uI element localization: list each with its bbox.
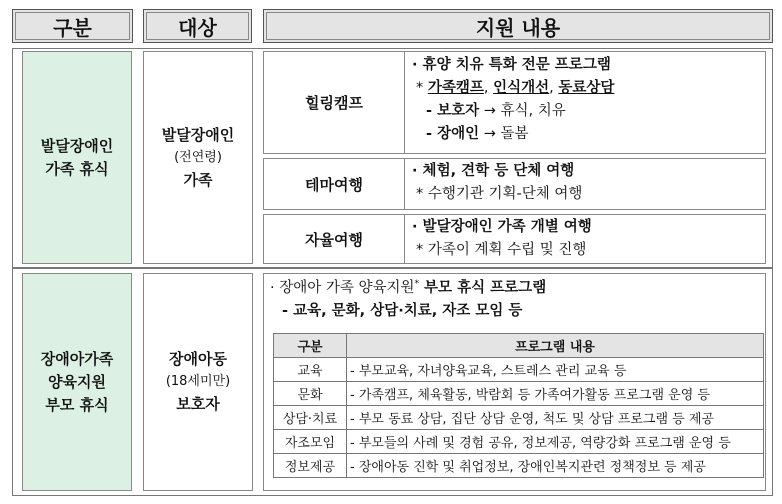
program-self-travel bbox=[263, 214, 766, 264]
row-desc: - 가족캠프, 체육활동, 박람회 등 가족여가활동 프로그램 운영 등 bbox=[347, 382, 764, 406]
healing-disabled-rest: → 돌봄 bbox=[479, 126, 529, 142]
section1-category-line2: 가족 휴식 bbox=[45, 159, 109, 178]
healing-family-camp: 가족캠프 bbox=[427, 80, 484, 96]
table-header-content: 프로그램 내용 bbox=[347, 334, 764, 358]
healing-awareness: 인식개선 bbox=[493, 80, 550, 96]
section1-target-sub: 가족 bbox=[183, 170, 213, 189]
row-desc: - 부모교육, 자녀양육교육, 스트레스 관리 교육 등 bbox=[347, 358, 764, 382]
section2-intro-line2: - 교육, 문화, 상담·치료, 자조 모임 등 bbox=[282, 302, 523, 319]
table-row bbox=[274, 382, 764, 406]
row-desc: - 부모 동료 상담, 집단 상담 운영, 척도 및 상담 프로그램 등 제공 bbox=[347, 406, 764, 430]
header-category-label: 구분 bbox=[53, 15, 92, 40]
table-row bbox=[274, 430, 764, 454]
section2-intro-star: * bbox=[414, 279, 419, 289]
row-type: 교육 bbox=[274, 358, 347, 382]
section2-target-note: (18세미만) bbox=[165, 374, 231, 389]
parent-program-table bbox=[273, 333, 764, 478]
self-line1: · 발달장애인 가족 개별 여행 bbox=[412, 219, 592, 235]
table-row bbox=[274, 454, 764, 478]
row-type: 상담·치료 bbox=[274, 406, 347, 430]
section2-intro bbox=[270, 273, 546, 323]
healing-sep1: , bbox=[483, 80, 494, 96]
theme-line1: · 체험, 견학 등 단체 여행 bbox=[412, 163, 575, 179]
section1-category-line1: 발달장애인 bbox=[40, 136, 114, 155]
section2-category-line1: 장애아가족 bbox=[40, 349, 114, 368]
row-type: 정보제공 bbox=[274, 454, 347, 478]
healing-line4 bbox=[412, 123, 761, 146]
healing-peer-counsel: 동료상담 bbox=[558, 80, 615, 96]
row-desc: - 부모들의 사례 및 경험 공유, 정보제공, 역량강화 프로그램 운영 등 bbox=[347, 430, 764, 454]
program-self-travel-name: 자율여행 bbox=[264, 215, 405, 263]
healing-line2 bbox=[412, 77, 761, 100]
healing-disabled: - 장애인 bbox=[426, 126, 480, 142]
section2-category-line3: 부모 휴식 bbox=[45, 395, 109, 414]
healing-guardian: - 보호자 bbox=[426, 103, 480, 119]
section2-target-sub: 보호자 bbox=[176, 395, 220, 413]
header-support bbox=[263, 9, 773, 43]
section1-target-cell bbox=[143, 51, 253, 264]
program-healing-camp bbox=[263, 51, 766, 154]
program-theme-travel-name: 테마여행 bbox=[264, 159, 405, 209]
section1-target-main: 발달장애인 bbox=[161, 125, 235, 144]
table-row bbox=[274, 406, 764, 430]
program-healing-camp-name: 힐링캠프 bbox=[264, 52, 405, 153]
row-type: 문화 bbox=[274, 382, 347, 406]
section1-category-cell bbox=[22, 51, 132, 264]
header-target bbox=[143, 9, 252, 43]
table-header-type: 구분 bbox=[274, 334, 347, 358]
section2-intro-prefix: · 장애아 가족 양육지원 bbox=[270, 279, 415, 296]
section1-target-note: (전연령) bbox=[174, 149, 222, 165]
section2-category-cell bbox=[22, 273, 132, 491]
healing-guardian-rest: → 휴식, 치유 bbox=[479, 103, 566, 119]
header-category bbox=[12, 9, 133, 43]
program-theme-travel-desc bbox=[412, 160, 761, 206]
program-healing-camp-desc bbox=[412, 54, 761, 146]
healing-sep2: , bbox=[549, 80, 559, 96]
header-target-label: 대상 bbox=[178, 15, 217, 40]
self-line2: * 가족이 계획 수립 및 진행 bbox=[416, 242, 587, 258]
healing-line2-prefix: * bbox=[416, 80, 428, 96]
healing-line3 bbox=[412, 100, 761, 123]
program-theme-travel bbox=[263, 158, 766, 210]
program-self-travel-desc bbox=[412, 216, 761, 262]
row-type: 자조모임 bbox=[274, 430, 347, 454]
section2-target-cell bbox=[143, 273, 253, 491]
theme-line2: * 수행기관 기획-단체 여행 bbox=[416, 186, 583, 202]
section2-intro-bold: 부모 휴식 프로그램 bbox=[419, 279, 547, 296]
header-support-label: 지원 내용 bbox=[475, 15, 561, 40]
section2-category-line2: 양육지원 bbox=[48, 372, 106, 391]
section2-target-main: 장애아동 bbox=[169, 350, 227, 368]
section2-intro-line1 bbox=[270, 273, 546, 300]
row-desc: - 장애아동 진학 및 취업정보, 장애인복지관련 정책정보 등 제공 bbox=[347, 454, 764, 478]
table-row bbox=[274, 358, 764, 382]
healing-line1: · 휴양 치유 특화 전문 프로그램 bbox=[412, 57, 611, 73]
parent-program-table-header bbox=[274, 334, 764, 358]
